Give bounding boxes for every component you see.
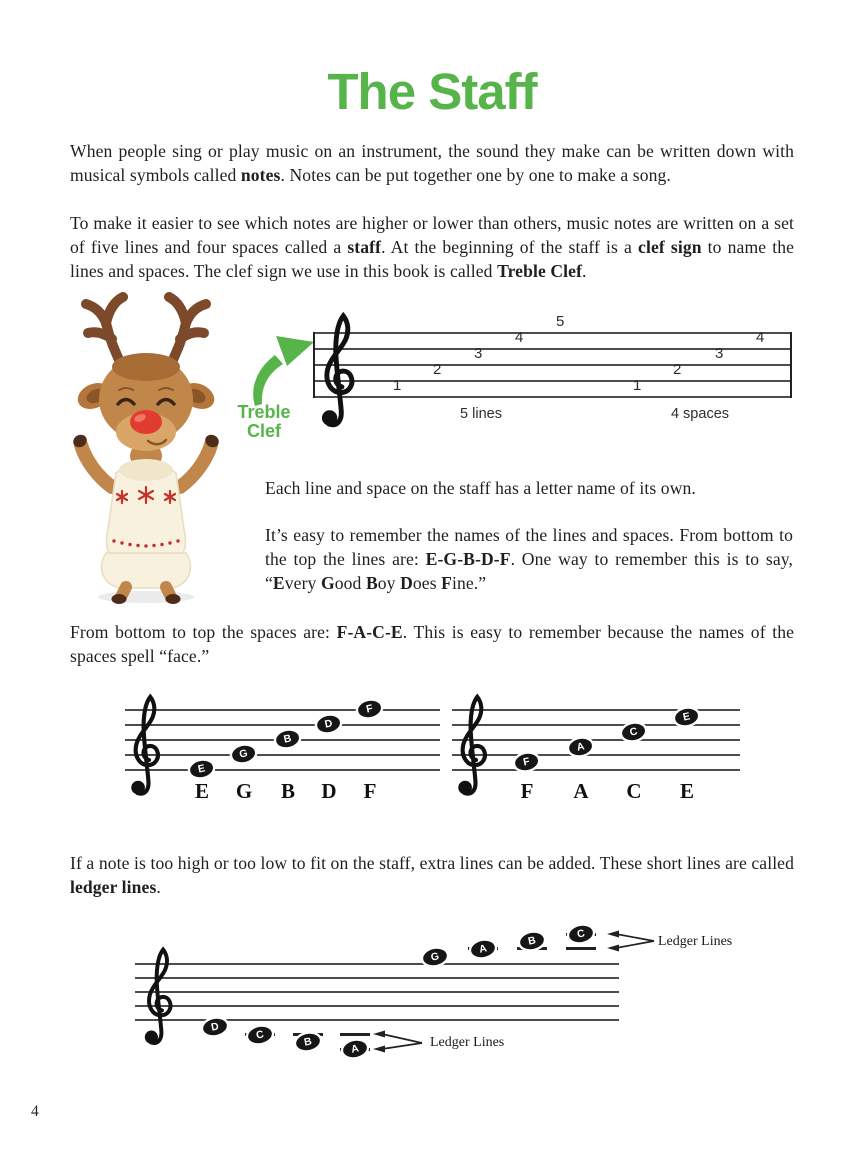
staff-line: [452, 739, 740, 741]
ledger-lines-label-bottom: Ledger Lines: [430, 1035, 505, 1050]
note-letter: A: [573, 779, 589, 803]
notehead: D: [202, 1017, 229, 1038]
notehead: A: [470, 939, 497, 960]
ledger-line: [340, 1033, 370, 1036]
notehead: E: [189, 759, 215, 779]
staff-line: [313, 364, 792, 366]
treble-clef-icon: [452, 689, 494, 801]
notehead: B: [519, 931, 546, 952]
line-number: 1: [393, 377, 402, 394]
spaces-caption: 4 spaces: [670, 406, 730, 422]
space-number: 3: [715, 345, 724, 362]
numbered-staff-diagram: [313, 313, 792, 422]
ledger-intro-paragraph: If a note is too high or too low to fit on the staff, extra lines can be added. These short lines are called ledger lines.: [70, 853, 794, 897]
red-nose: [130, 410, 162, 434]
ledger-lines-label-top: Ledger Lines: [658, 934, 733, 949]
treble-clef-icon: [315, 307, 362, 433]
staff-line: [313, 332, 792, 334]
staff-barline: [790, 332, 792, 398]
note-letter: G: [235, 779, 253, 803]
lines-staff-diagram: [125, 701, 440, 803]
sweater: [102, 459, 191, 588]
notehead: A: [342, 1039, 369, 1060]
ledger-line: [566, 947, 596, 950]
staff-line: [125, 754, 440, 756]
staff-intro-paragraph: To make it easier to see which notes are higher or lower than others, music notes are written on a set of five lines and four spaces called a staff. At the beginning of the staff is a clef sign to name the lines and spaces. The clef sign we use in this book is called Treble Clef.: [70, 213, 794, 281]
notehead: F: [357, 699, 383, 719]
staff-line: [452, 769, 740, 771]
staff-line: [125, 724, 440, 726]
staff-line: [135, 977, 619, 979]
space-number: 1: [633, 377, 642, 394]
page-title: The Staff: [327, 63, 537, 120]
line-number: 4: [515, 329, 524, 346]
notehead: B: [275, 729, 301, 749]
treble-clef-label: Treble Clef: [237, 402, 291, 441]
space-names-paragraph: From bottom to top the spaces are: F-A-C-E. This is easy to remember because the names of the spaces spell “face.”: [70, 622, 795, 666]
note-letter: F: [363, 779, 377, 803]
spaces-staff-diagram: [452, 709, 740, 803]
treble-clef-icon: [139, 942, 179, 1050]
staff-line: [452, 754, 740, 756]
staff-line: [135, 1005, 619, 1007]
intro-paragraph: When people sing or play music on an instrument, the sound they make can be written down with musical symbols called notes. Notes can be put together one by one to make a song.: [70, 141, 794, 185]
notehead: F: [514, 752, 540, 772]
notehead: C: [621, 722, 647, 742]
note-letter: D: [321, 779, 337, 803]
staff-line: [313, 396, 792, 398]
staff-line: [125, 709, 440, 711]
space-number: 4: [756, 329, 765, 346]
notehead: B: [295, 1032, 322, 1053]
line-number: 2: [433, 361, 442, 378]
green-arrow-icon: [248, 330, 322, 410]
staff-line: [135, 991, 619, 993]
line-names-paragraph: It’s easy to remember the names of the lines and spaces. From bottom to the top the lines are: E-G-B-D-F. One way to remember this is to say, “Every Good Boy Does Fine.”: [265, 525, 794, 593]
notehead: C: [568, 924, 595, 945]
notehead: A: [568, 737, 594, 757]
note-letter: E: [679, 779, 694, 803]
ledger-arrows-bottom-icon: [368, 1026, 424, 1056]
line-number: 5: [556, 313, 565, 330]
note-letter: B: [280, 779, 295, 803]
notehead: G: [422, 947, 449, 968]
note-letter: E: [194, 779, 209, 803]
notehead: G: [231, 744, 257, 764]
space-number: 2: [673, 361, 682, 378]
staff-line: [452, 709, 740, 711]
staff-line: [135, 963, 619, 965]
staff-line: [313, 380, 792, 382]
notehead: C: [247, 1025, 274, 1046]
line-number: 3: [474, 345, 483, 362]
treble-clef-icon: [125, 689, 167, 801]
page-number: 4: [31, 1103, 39, 1120]
staff-line: [125, 769, 440, 771]
reindeer-illustration: [58, 291, 232, 605]
notehead: D: [316, 714, 342, 734]
notehead: E: [674, 707, 700, 727]
each-line-paragraph: Each line and space on the staff has a letter name of its own.: [265, 478, 696, 498]
note-letter: C: [626, 779, 642, 803]
ledger-arrows-top-icon: [602, 926, 656, 956]
note-letter: F: [520, 779, 534, 803]
staff-line: [452, 724, 740, 726]
lines-caption: 5 lines: [460, 406, 502, 422]
